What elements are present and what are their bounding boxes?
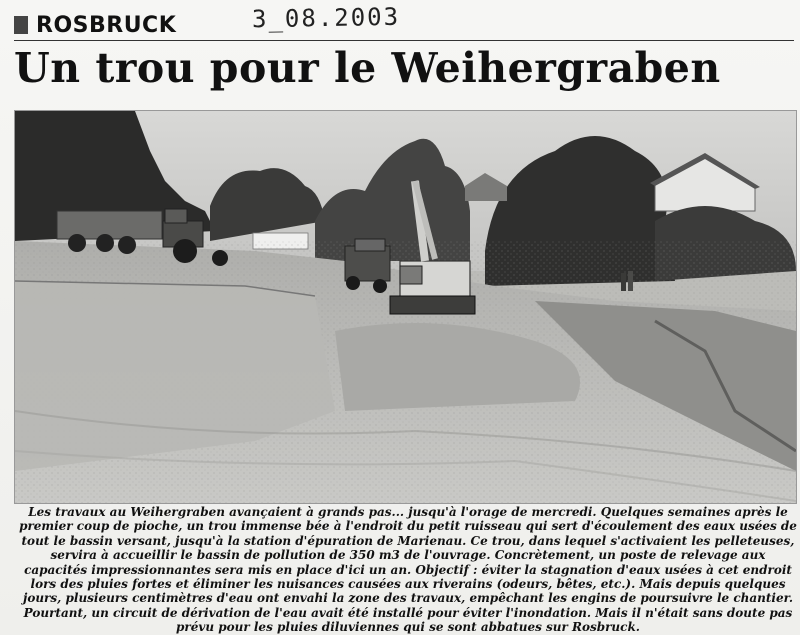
section-label: ROSBRUCK: [36, 12, 177, 38]
section-square-marker: [14, 16, 28, 34]
handwritten-date: 3_08.2003: [251, 2, 401, 34]
header-rule: [14, 40, 794, 41]
article-photo: [14, 110, 797, 504]
section-header: [14, 12, 214, 38]
photo-caption: Les travaux au Weihergraben avançaient à grands pas... jusqu'à l'orage de mercredi. Quelques semaines après le premier coup de pioche, un trou immense bée à l'endroit du petit ruisseau qui sert d'écoulement des eaux usées de tout le bassin versant, jusqu'à la station d'épuration de Marienau. Ce trou, dans lequel s'activaient les pelleteuses, servira à accueillir le bassin de pollution de 350 m3 de l'ouvrage. Concrètement, un poste de relevage aux capacités impressionnantes sera mis en place d'ici un an. Objectif : éviter la stagnation d'eaux usées à cet endroit lors des pluies fortes et éliminer les nuisances causées aux riverains (odeurs, bêtes, etc.). Mais depuis quelques jours, plusieurs centimètres d'eau ont envahi la zone des travaux, empêchant les engins de poursuivre le chantier. Pourtant, un circuit de dérivation de l'eau avait été installé pour éviter l'inondation. Mais il n'était sans doute pas prévu pour les pluies diluviennes qui se sont abbatues sur Rosbruck.: [19, 505, 797, 635]
headline: Un trou pour le Weihergraben: [14, 44, 721, 92]
